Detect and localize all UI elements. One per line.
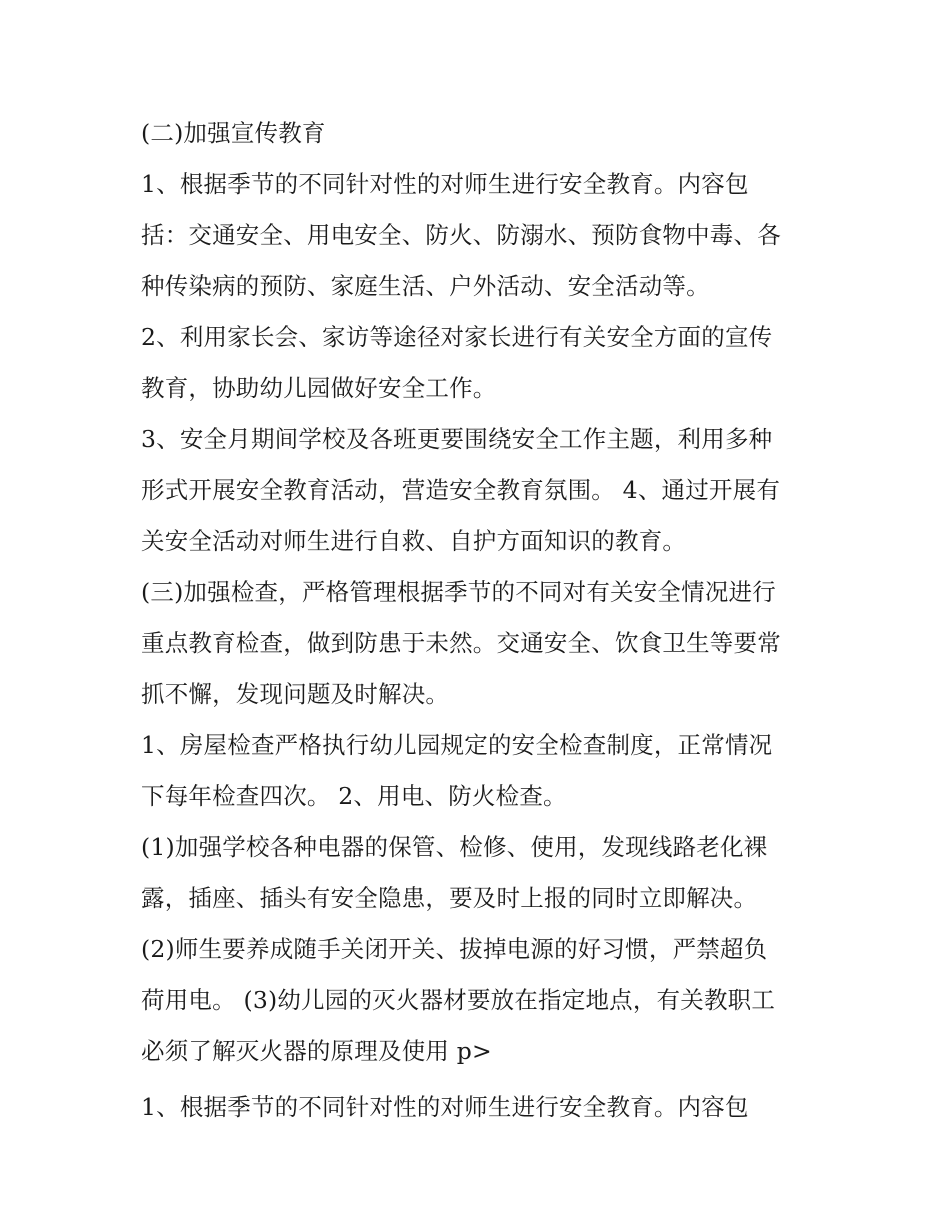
paragraph-line: 必须了解灭火器的原理及使用 p> bbox=[141, 1037, 492, 1065]
paragraph-line: (1)加强学校各种电器的保管、检修、使用，发现线路老化裸 bbox=[141, 833, 768, 861]
paragraph-line: 括：交通安全、用电安全、防火、防溺水、预防食物中毒、各 bbox=[141, 221, 781, 249]
paragraph-line: (2)师生要养成随手关闭开关、拔掉电源的好习惯，严禁超负 bbox=[141, 935, 768, 963]
paragraph-line: 荷用电。 (3)幼儿园的灭火器材要放在指定地点，有关教职工 bbox=[141, 986, 776, 1014]
paragraph-line: 下每年检查四次。 2、用电、防火检查。 bbox=[141, 782, 567, 810]
paragraph-line: 2、利用家长会、家访等途径对家长进行有关安全方面的宣传 bbox=[141, 323, 773, 351]
section-heading: (二)加强宣传教育 bbox=[141, 119, 326, 147]
paragraph-line: 抓不懈，发现问题及时解决。 bbox=[141, 680, 450, 708]
paragraph-line: 3、安全月期间学校及各班更要围绕安全工作主题，利用多种 bbox=[141, 425, 773, 453]
paragraph-line: 露，插座、插头有安全隐患，要及时上报的同时立即解决。 bbox=[141, 884, 758, 912]
paragraph-line: 形式开展安全教育活动，营造安全教育氛围。 4、通过开展有 bbox=[141, 476, 781, 504]
paragraph-line: 1、房屋检查严格执行幼儿园规定的安全检查制度，正常情况 bbox=[141, 731, 773, 759]
paragraph-line: 1、根据季节的不同针对性的对师生进行安全教育。内容包 bbox=[141, 1093, 749, 1121]
paragraph-line: 1、根据季节的不同针对性的对师生进行安全教育。内容包 bbox=[141, 170, 749, 198]
paragraph-line: 关安全活动对师生进行自救、自护方面知识的教育。 bbox=[141, 527, 687, 555]
paragraph-line: 教育，协助幼儿园做好安全工作。 bbox=[141, 374, 497, 402]
section-heading: (三)加强检查，严格管理根据季节的不同对有关安全情况进行 bbox=[141, 578, 776, 606]
document-body bbox=[141, 108, 821, 1133]
paragraph-line: 种传染病的预防、家庭生活、户外活动、安全活动等。 bbox=[141, 272, 710, 300]
paragraph-line: 重点教育检查，做到防患于未然。交通安全、饮食卫生等要常 bbox=[141, 629, 781, 657]
